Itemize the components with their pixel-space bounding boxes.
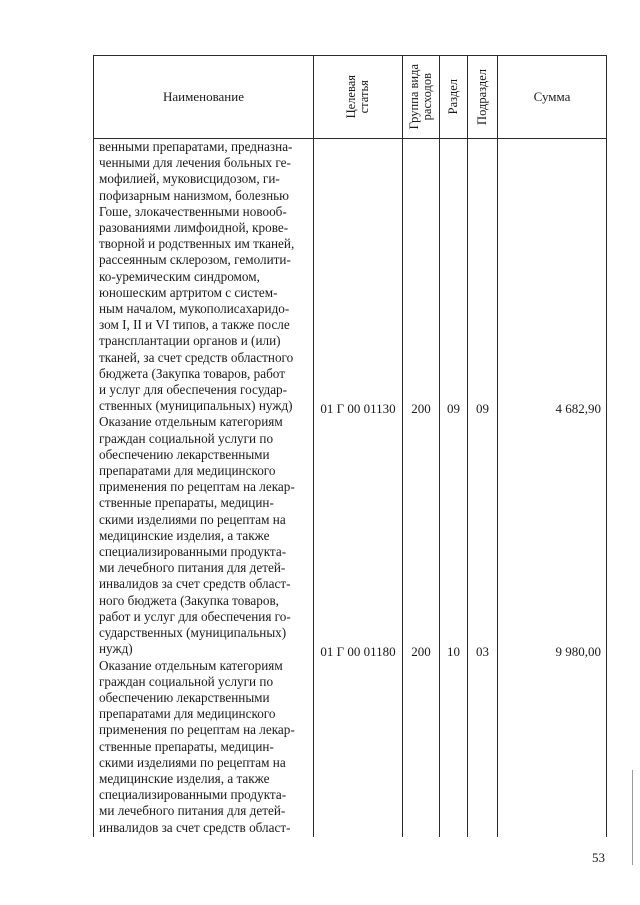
header-section xyxy=(440,56,468,139)
header-amount xyxy=(498,56,607,139)
section-column xyxy=(440,139,468,838)
subsection-column xyxy=(468,139,498,838)
header-target-article-label: Целевая статья xyxy=(344,75,371,119)
header-name-label: Наименование xyxy=(163,89,244,104)
header-name xyxy=(94,56,314,139)
row-2-target-article: 01 Г 00 01180 xyxy=(320,644,396,659)
row-1-target-article: 01 Г 00 01130 xyxy=(320,401,396,416)
row-2-amount: 9 980,00 xyxy=(555,644,601,659)
row-2-subsection: 03 xyxy=(476,644,489,659)
table-body-row xyxy=(94,139,607,838)
row-3-name: Оказание отдельным категориям граждан социальной услуги по обеспечению лекарственными препаратами для медицинского применения по рецептам на лекар- ственные препараты, медицин- скими изделиями по рецептам на медицинские изделия, а также специализированными продукта- ми лечебного питания для детей- инвалидов за счет средств област- xyxy=(99,657,295,835)
header-subsection xyxy=(468,56,498,139)
row-1-name: венными препаратами, предназна- ченными для лечения больных ге- мофилией, муковисцидозом, ги- пофизарным нанизмом, болезнью Гоше, злокачественными новооб- разованиями лимфоидной, крове- творной и родственных им тканей, рассеянным склерозом, гемолити- ко-уремическим синдромом, юношеским артритом с систем- ным началом, мукополисахаридо- зом I, II и VI типов, а также после трансплантации органов и (или) тканей, за счет средств областного бюджета (Закупка товаров, работ и услуг для обеспечения государ- ственных (муниципальных) нужд) xyxy=(99,139,295,414)
amount-column xyxy=(498,139,607,838)
row-2-expense-group: 200 xyxy=(411,644,431,659)
table-header-row xyxy=(94,56,607,139)
header-section-label: Раздел xyxy=(446,79,460,115)
header-amount-label: Сумма xyxy=(533,89,571,104)
header-subsection-label: Подраздел xyxy=(475,69,489,125)
scan-edge-line xyxy=(632,770,633,865)
target-article-column xyxy=(314,139,403,838)
page-number: 53 xyxy=(592,850,605,865)
header-expense-group xyxy=(403,56,440,139)
header-expense-group-label: Группа вида расходов xyxy=(407,64,434,130)
name-column xyxy=(94,139,314,838)
row-2-section: 10 xyxy=(447,644,460,659)
header-target-article xyxy=(314,56,403,139)
row-1-subsection: 09 xyxy=(476,401,489,416)
row-2-name: Оказание отдельным категориям граждан социальной услуги по обеспечению лекарственными препаратами для медицинского применения по рецептам на лекар- ственные препараты, медицин- скими изделиями по рецептам на медицинские изделия, а также специализированными продукта- ми лечебного питания для детей- инвалидов за счет средств област- ного бюджета (Закупка товаров, работ и услуг для обеспечения го- сударственных (муниципальных) нужд) xyxy=(99,414,295,657)
row-1-expense-group: 200 xyxy=(411,401,431,416)
budget-table xyxy=(93,55,607,837)
expense-group-column xyxy=(403,139,440,838)
row-1-amount: 4 682,90 xyxy=(555,401,601,416)
row-1-section: 09 xyxy=(447,401,460,416)
